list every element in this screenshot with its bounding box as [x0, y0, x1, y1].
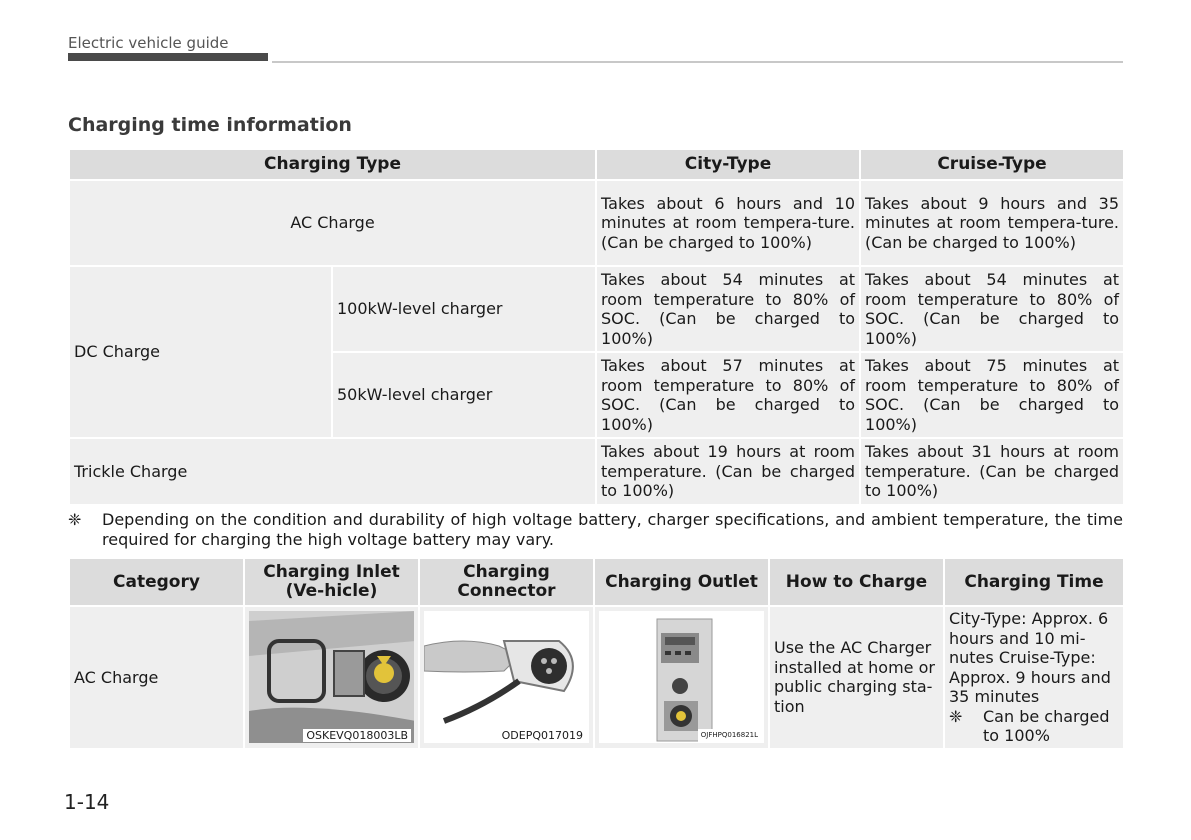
row-label-ac-charge: AC Charge	[69, 606, 244, 749]
note-text: Depending on the condition and durability of high voltage battery, charger specifications, and ambient temperature, the time required for charging the high voltage battery may vary.	[102, 510, 1123, 549]
charging-outlet-image	[599, 611, 764, 743]
connector-image-code: ODEPQ017019	[499, 729, 586, 742]
header-rule-thin	[272, 61, 1123, 63]
cell-trickle-cruise: Takes about 31 hours at room temperature. (Can be charged to 100%)	[860, 438, 1124, 505]
row-sublabel-50kw: 50kW-level charger	[332, 352, 596, 438]
table-header-row	[69, 149, 1124, 180]
charging-outlet-illustration	[599, 611, 764, 743]
cell-ac-cruise: Takes about 9 hours and 35 minutes at room tempera-ture. (Can be charged to 100%)	[860, 180, 1124, 266]
cell-how-to-charge: Use the AC Charger installed at home or public charging sta-tion	[769, 606, 944, 749]
inlet-image-code: OSKEVQ018003LB	[303, 729, 411, 742]
note-mark-icon: ❈	[949, 706, 963, 726]
header-charging-connector: Charging Connector	[419, 558, 594, 606]
cell-dc50-city: Takes about 57 minutes at room temperature to 80% of SOC. (Can be charged to 100%)	[596, 352, 860, 438]
cell-dc50-cruise: Takes about 75 minutes at room temperature to 80% of SOC. (Can be charged to 100%)	[860, 352, 1124, 438]
header-category: Category	[69, 558, 244, 606]
charging-connector-illustration	[424, 611, 589, 743]
note-mark-icon: ❈	[68, 510, 82, 529]
charging-time-text: City-Type: Approx. 6 hours and 10 mi-nutes Cruise-Type: Approx. 9 hours and 35 minutes	[949, 609, 1111, 706]
row-sublabel-100kw: 100kW-level charger	[332, 266, 596, 352]
page-number: 1-14	[64, 790, 110, 814]
cell-trickle-city: Takes about 19 hours at room temperature. (Can be charged to 100%)	[596, 438, 860, 505]
header-how-to-charge: How to Charge	[769, 558, 944, 606]
header-rule-thick	[68, 53, 268, 61]
header-charging-time: Charging Time	[944, 558, 1124, 606]
cell-charging-time	[944, 606, 1124, 749]
running-header-title: Electric vehicle guide	[68, 34, 229, 52]
section-title: Charging time information	[68, 114, 352, 136]
ac-charging-table	[68, 557, 1125, 750]
header-city-type: City-Type	[596, 149, 860, 180]
cell-dc100-cruise: Takes about 54 minutes at room temperature to 80% of SOC. (Can be charged to 100%)	[860, 266, 1124, 352]
inlet-image-cell	[244, 606, 419, 749]
header-cruise-type: Cruise-Type	[860, 149, 1124, 180]
charging-inlet-image	[249, 611, 414, 743]
charging-time-table	[68, 148, 1125, 506]
outlet-image-code: OJFHPQ016821L	[698, 729, 761, 742]
cell-dc100-city: Takes about 54 minutes at room temperature to 80% of SOC. (Can be charged to 100%)	[596, 266, 860, 352]
charging-inlet-illustration	[249, 611, 414, 743]
charging-time-note	[949, 707, 1119, 746]
header-charging-outlet: Charging Outlet	[594, 558, 769, 606]
charging-connector-image	[424, 611, 589, 743]
table-row	[69, 606, 1124, 749]
header-charging-type: Charging Type	[69, 149, 596, 180]
table-header-row	[69, 558, 1124, 606]
row-label-ac: AC Charge	[69, 180, 596, 266]
charging-time-note-text: Can be charged to 100%	[983, 706, 1110, 745]
outlet-image-cell	[594, 606, 769, 749]
row-label-trickle: Trickle Charge	[69, 438, 596, 505]
table-row	[69, 180, 1124, 266]
cell-ac-city: Takes about 6 hours and 10 minutes at room tempera-ture. (Can be charged to 100%)	[596, 180, 860, 266]
header-charging-inlet: Charging Inlet (Ve-hicle)	[244, 558, 419, 606]
footnote	[68, 510, 1123, 549]
table-row	[69, 438, 1124, 505]
table-row	[69, 266, 1124, 352]
connector-image-cell	[419, 606, 594, 749]
row-label-dc: DC Charge	[69, 266, 332, 438]
